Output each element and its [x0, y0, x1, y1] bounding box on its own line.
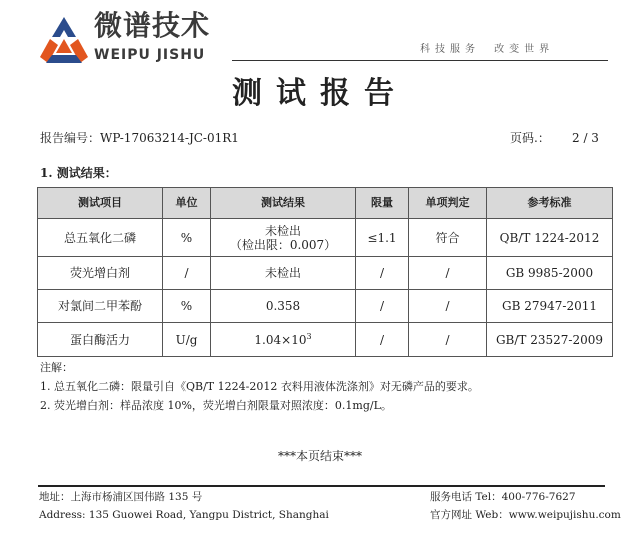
website: 官方网址 Web：www.weipujishu.com: [430, 509, 621, 521]
cell: /: [356, 323, 409, 357]
cell: 0.358: [211, 290, 356, 323]
cell: GB/T 23527-2009: [487, 323, 613, 357]
cell: GB 27947-2011: [487, 290, 613, 323]
page-label: 页码.：: [510, 131, 550, 145]
address-cn: 地址：上海市杨浦区国伟路 135 号: [39, 491, 203, 503]
header-cell: 单位: [163, 188, 211, 219]
note-item: 1. 总五氧化二磷：限量引自《QB/T 1224-2012 衣料用液体洗涤剂》对无磷产品的要求。: [40, 380, 479, 393]
header-cell: 测试项目: [38, 188, 163, 219]
cell: %: [163, 219, 211, 257]
logo-chinese: 微谱技术: [94, 9, 211, 42]
end-of-page: ***本页结束***: [277, 449, 362, 463]
header-cell: 参考标准: [487, 188, 613, 219]
cell: /: [163, 257, 211, 290]
logo-english: WEIPU JISHU: [94, 47, 206, 63]
table-row: [38, 257, 613, 290]
cell: /: [409, 290, 487, 323]
header-cell: 限量: [356, 188, 409, 219]
report-number: 报告编号：WP-17063214-JC-01R1: [40, 131, 239, 145]
cell: QB/T 1224-2012: [487, 219, 613, 257]
weipu-logo-icon: [38, 15, 90, 65]
header-cell: 测试结果: [211, 188, 356, 219]
cell: 荧光增白剂: [38, 257, 163, 290]
table-row: [38, 290, 613, 323]
cell: [211, 219, 356, 257]
table-row: [38, 219, 613, 257]
cell: /: [356, 257, 409, 290]
cell: GB 9985-2000: [487, 257, 613, 290]
exponent: 3: [306, 331, 312, 341]
slogan: 科技服务 改变世界: [420, 44, 555, 55]
cell: /: [409, 323, 487, 357]
tel: 服务电话 Tel：400-776-7627: [430, 491, 576, 503]
cell: 对氯间二甲苯酚: [38, 290, 163, 323]
page-title: 测试报告: [232, 76, 408, 111]
section-heading: 1. 测试结果：: [40, 166, 117, 180]
header-divider: [232, 60, 608, 61]
cell: %: [163, 290, 211, 323]
table-row: [38, 323, 613, 357]
cell: [211, 323, 356, 357]
cell: 符合: [409, 219, 487, 257]
detection-limit: （检出限：0.007）: [229, 237, 337, 252]
table-header-row: [38, 188, 613, 219]
cell: 总五氧化二磷: [38, 219, 163, 257]
footer-divider: [38, 485, 605, 487]
note-item: 2. 荧光增白剂：样品浓度 10%，荧光增白剂限量对照浓度：0.1mg/L。: [40, 399, 392, 412]
header-cell: 单项判定: [409, 188, 487, 219]
cell: /: [409, 257, 487, 290]
cell: 蛋白酶活力: [38, 323, 163, 357]
cell: U/g: [163, 323, 211, 357]
page-number: 2 / 3: [572, 131, 599, 145]
notes-label: 注解：: [40, 361, 73, 374]
address-en: Address: 135 Guowei Road, Yangpu District, Shanghai: [39, 509, 329, 521]
cell: /: [356, 290, 409, 323]
cell: 未检出: [211, 257, 356, 290]
result-value: 1.04×10: [254, 332, 307, 347]
cell: ≤1.1: [356, 219, 409, 257]
results-table: [37, 187, 613, 357]
result-value: 未检出: [264, 223, 301, 238]
